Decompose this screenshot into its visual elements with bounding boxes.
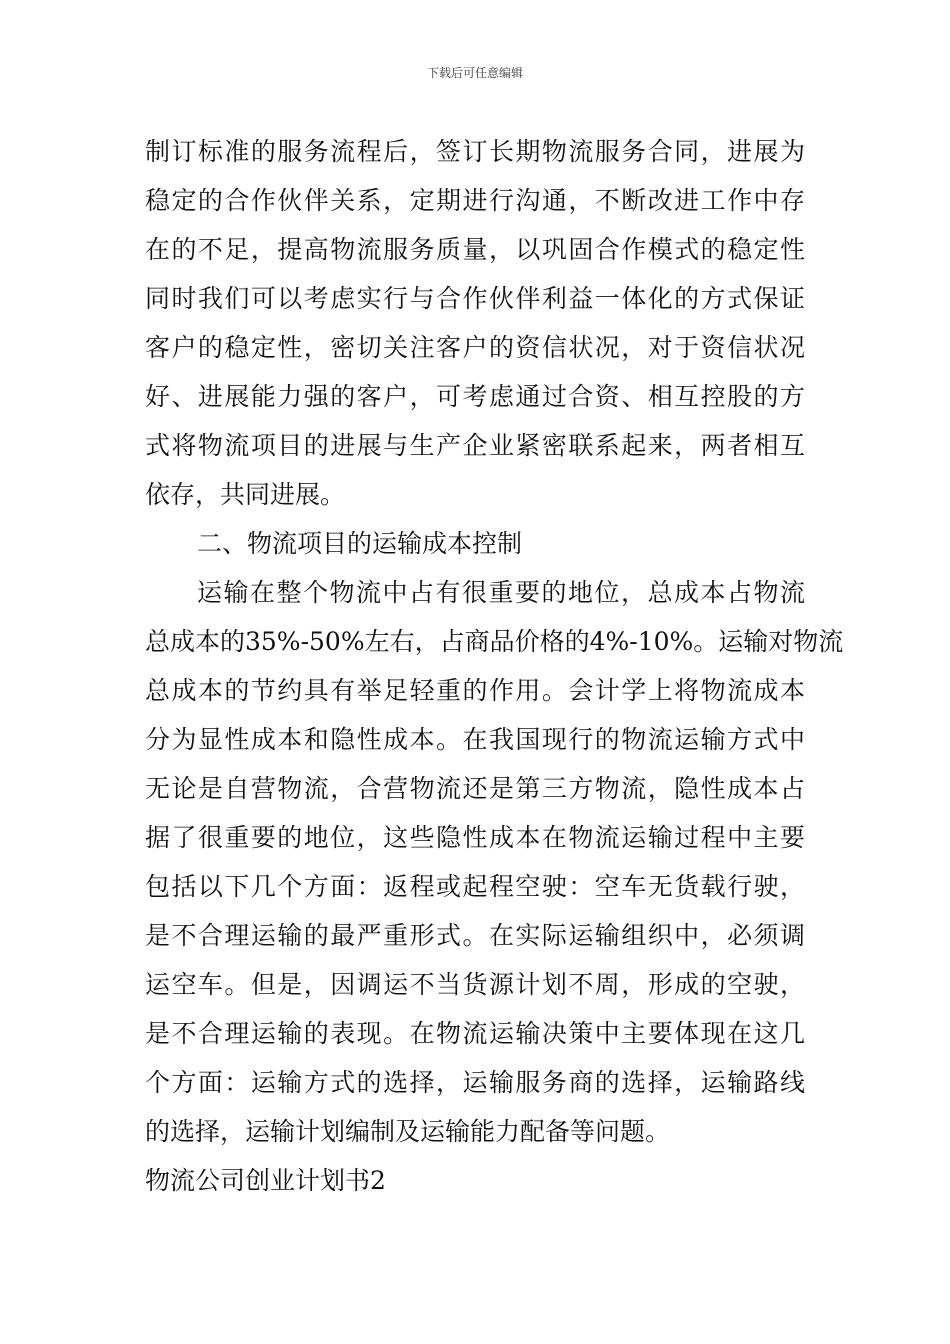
- text-line: 稳定的合作伙伴关系，定期进行沟通，不断改进工作中存: [145, 186, 805, 215]
- text-line: 客户的稳定性，密切关注客户的资信状况，对于资信状况: [145, 333, 805, 362]
- text-line: 分为显性成本和隐性成本。在我国现行的物流运输方式中: [145, 725, 805, 754]
- text-line: 好、进展能力强的客户，可考虑通过合资、相互控股的方: [145, 382, 805, 411]
- text-line: 运空车。但是，因调运不当货源计划不周，形成的空驶，: [145, 970, 805, 999]
- text-line: 包括以下几个方面：返程或起程空驶：空车无货载行驶，: [145, 872, 805, 901]
- text-line: 个方面：运输方式的选择，运输服务商的选择，运输路线: [145, 1068, 805, 1097]
- text-line: 式将物流项目的进展与生产企业紧密联系起来，两者相互: [145, 431, 805, 460]
- text-line: 依存，共同进展。: [145, 480, 346, 509]
- text-line: 运输在整个物流中占有很重要的地位，总成本占物流: [197, 578, 805, 607]
- section-heading: 物流公司创业计划书2: [145, 1166, 386, 1195]
- header-note: 下载后可任意编辑: [426, 66, 523, 80]
- text-line: 是不合理运输的表现。在物流运输决策中主要体现在这几: [145, 1019, 805, 1048]
- text-line: 是不合理运输的最严重形式。在实际运输组织中，必须调: [145, 921, 805, 950]
- text-line: 无论是自营物流，合营物流还是第三方物流，隐性成本占: [145, 774, 805, 803]
- text-line: 同时我们可以考虑实行与合作伙伴利益一体化的方式保证: [145, 284, 805, 313]
- subsection-heading: 二、物流项目的运输成本控制: [197, 529, 523, 558]
- text-line: 总成本的35%-50%左右，占商品价格的4%-10%。运输对物流: [145, 627, 844, 656]
- text-line: 制订标准的服务流程后，签订长期物流服务合同，进展为: [145, 137, 805, 166]
- text-line: 据了很重要的地位，这些隐性成本在物流运输过程中主要: [145, 823, 805, 852]
- text-line: 总成本的节约具有举足轻重的作用。会计学上将物流成本: [145, 676, 805, 705]
- document-body: [145, 127, 844, 1205]
- text-line: 在的不足，提高物流服务质量，以巩固合作模式的稳定性: [145, 235, 805, 264]
- text-line: 的选择，运输计划编制及运输能力配备等问题。: [145, 1117, 671, 1146]
